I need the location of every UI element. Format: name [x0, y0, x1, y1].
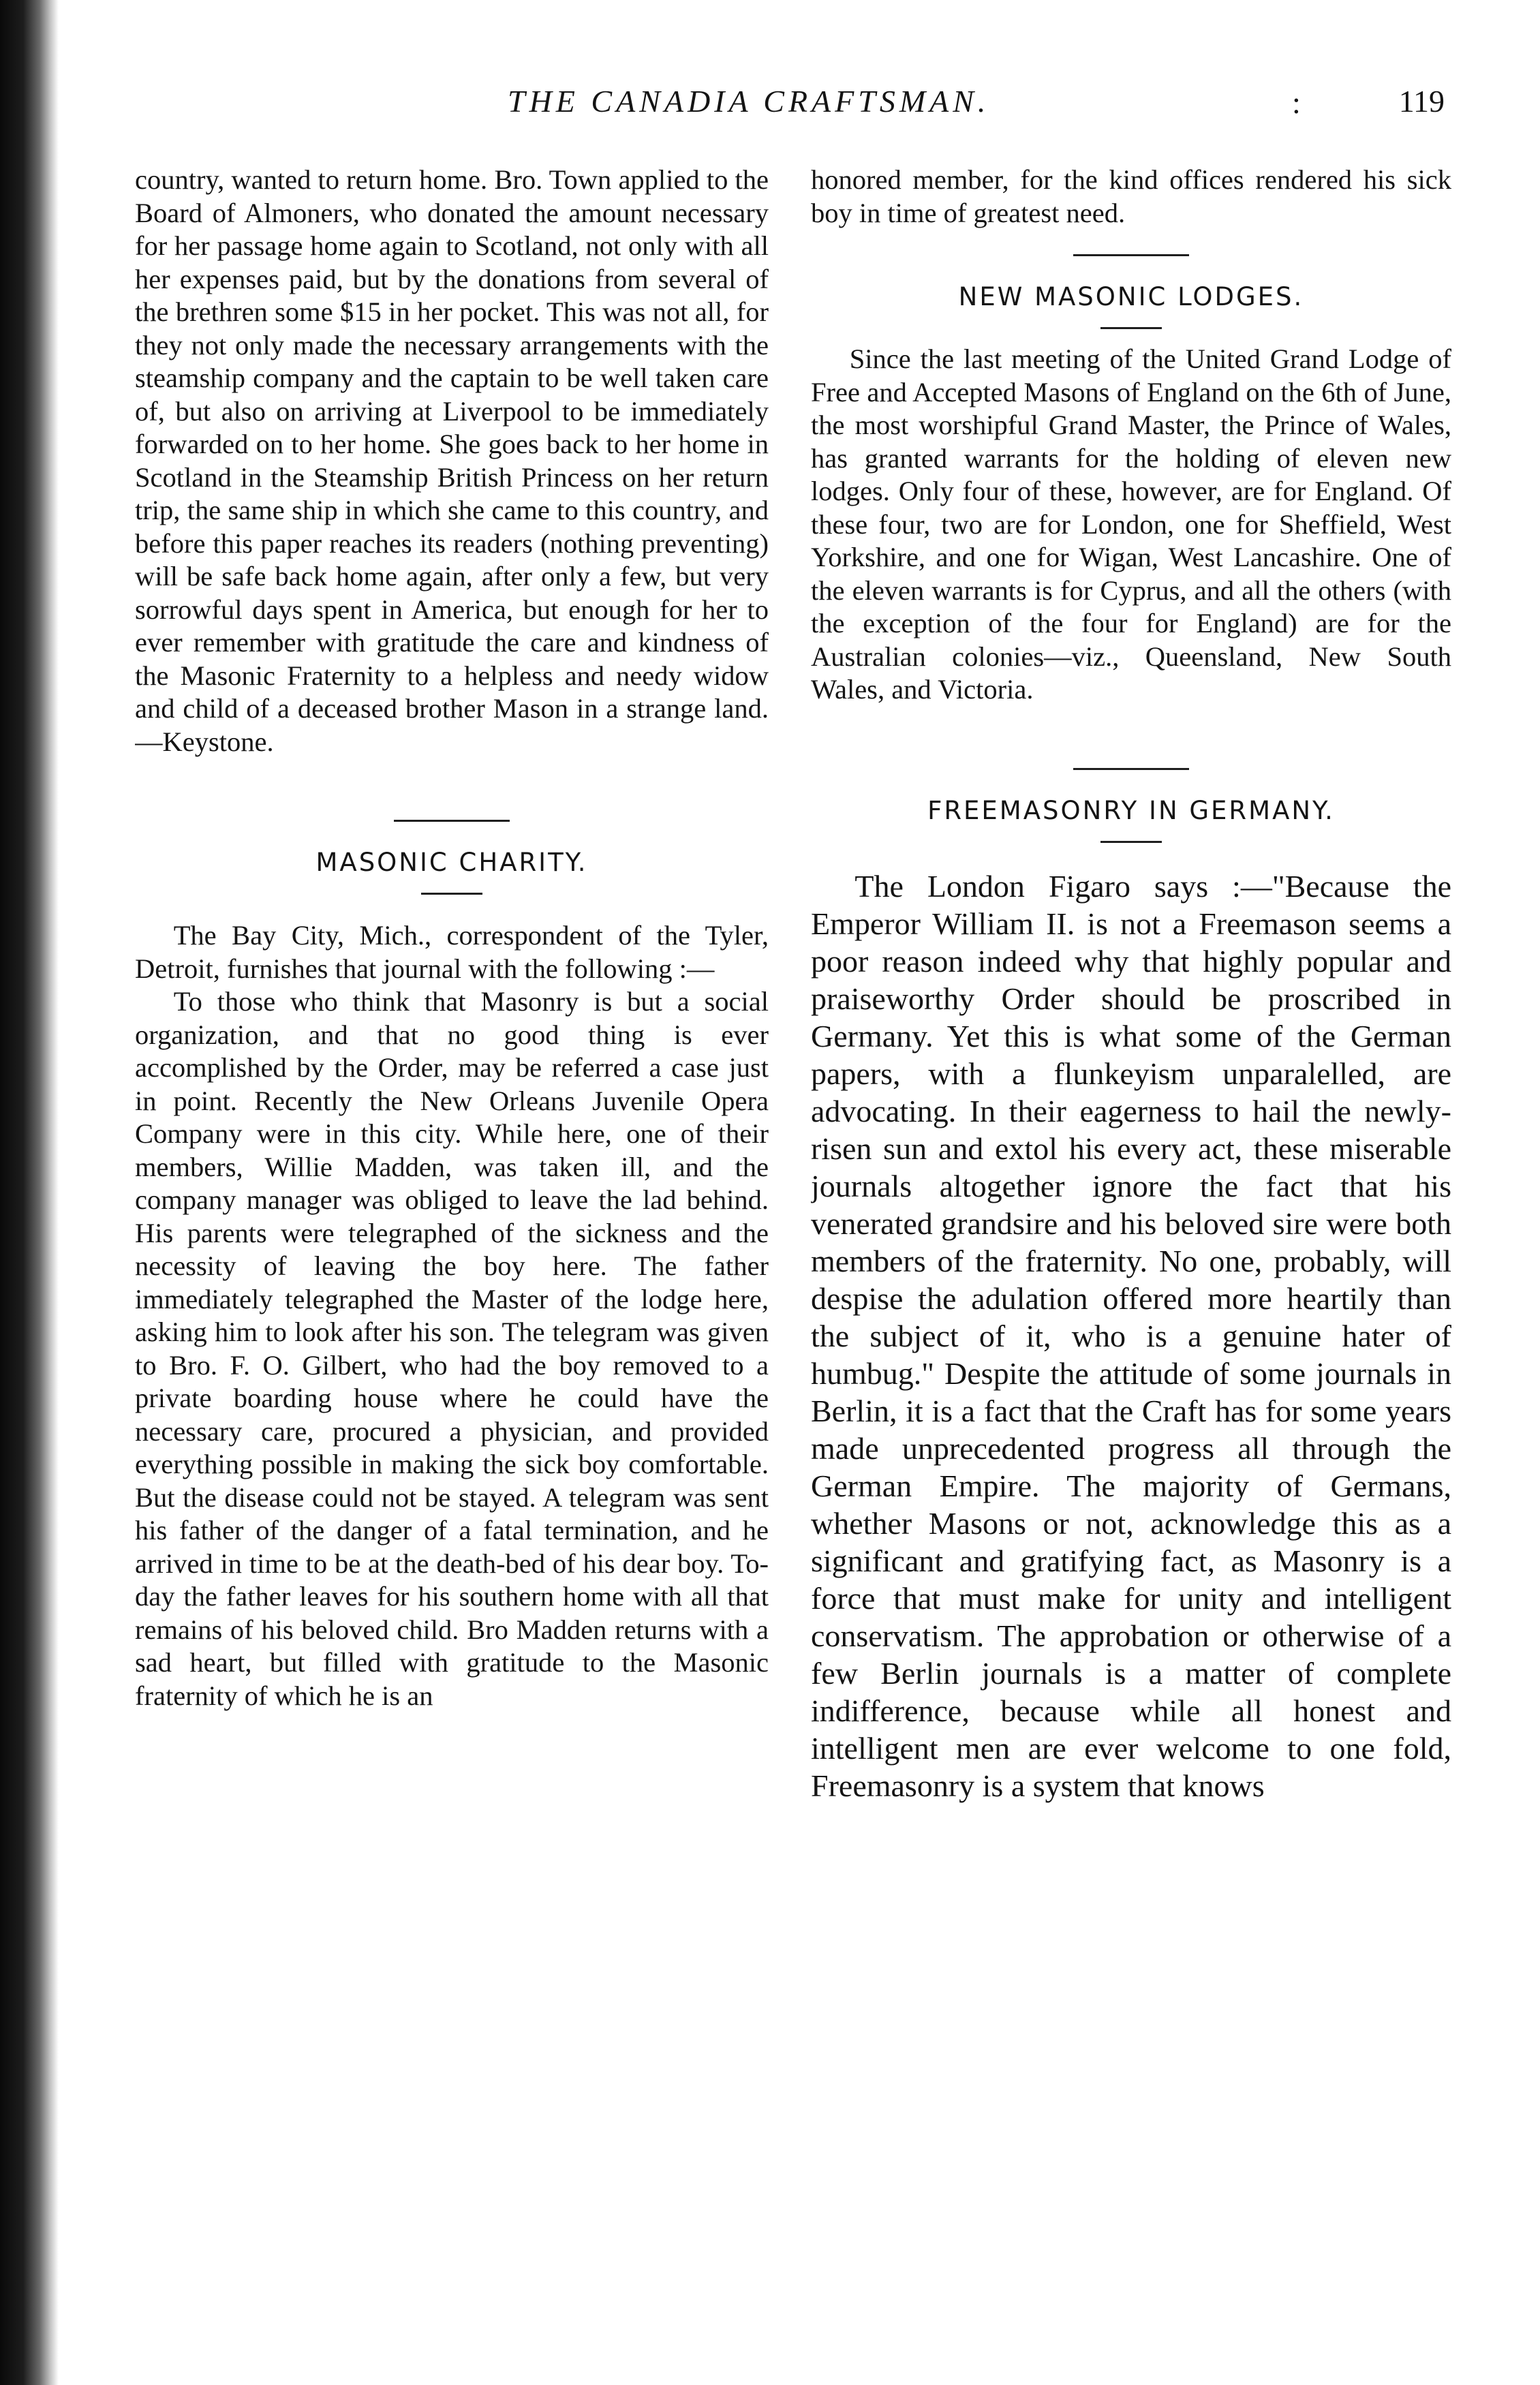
right-column — [811, 164, 1451, 2371]
germany-body: The London Figaro says :—"Because the Emperor William II. is not a Freemason seems a poor reason indeed why that highly popular and praiseworthy Order should be proscribed in Germany. Yet this is what some of the German papers, with a flunkeyism unparalelled, are advocating. In their eagerness to hail the newly-risen sun and extol his every act, these miserable journals altogether ignore the fact that his venerated grandsire and his beloved sire were both members of the fraternity. No one, probably, will despise the adulation offered more heartily than the subject of it, who is a genuine hater of humbug." Despite the attitude of some journals in Berlin, it is a fact that the Craft has for some years made unprecedented progress all through the German Empire. The majority of Germans, whether Masons or not, acknowledge this as a significant and gratifying fact, as Masonry is a force that must make for unity and intelligent conservatism. The approbation or otherwise of a few Berlin journals is a matter of complete indifference, because while all honest and intelligent men are ever welcome to one fold, Freemasonry is a system that knows — [811, 868, 1451, 1803]
charity-body: To those who think that Masonry is but a social organization, and that no good thing is ever accomplished by the Order, may be referred a case just in point. Recently the New Orleans Juvenile Opera Company were in this city. While here, one of their members, Willie Madden, was taken ill, and the company manager was obliged to leave the lad behind. His parents were telegraphed of the sickness and the necessity of leaving the boy here. The father immediately telegraphed the Master of the lodge here, asking him to look after his son. The telegram was given to Bro. F. O. Gilbert, who had the boy removed to a private boarding house where he could have the necessary care, procured a physician, and provided everything possible in making the sick boy comfortable. But the disease could not be stayed. A telegram was sent his father of the danger of a fatal termination, and he arrived in time to be at the death-bed of his dear boy. To-day the father leaves for his southern home with all that remains of his beloved child. Bro Madden returns with a sad heart, but filled with gratitude to the Masonic fraternity of which he is an — [135, 986, 769, 1711]
heading-freemasonry-in-germany: FREEMASONRY IN GERMANY. — [927, 795, 1335, 825]
continued-article-text: country, wanted to return home. Bro. Town applied to the Board of Almoners, who donated the amount necessary for her passage home again to Scotland, not only with all her expenses paid, but by the donations from several of the brethren some $15 in her pocket. This was not all, for they not only made the necessary arrangements with the steamship company and the captain to be well taken care of, but also on arriving at Liverpool to be immediately forwarded on to her home. She goes back to her home in Scotland in the Steamship British Princess on her return trip, the same ship in which she came to this country, and before this paper reaches its readers (nothing preventing) will be safe back home again, after only a few, but very sorrowful days spent in America, but enough for her to ever remember with gratitude the care and kindness of the Masonic Fraternity to a helpless and needy widow and child of a deceased brother Mason in a strange land.—Keystone. — [135, 164, 769, 757]
charity-intro: The Bay City, Mich., correspondent of the Tyler, Detroit, furnishes that journal with the following :— — [135, 920, 769, 984]
left-column — [135, 164, 769, 2371]
running-title: THE CANADIA CRAFTSMAN. — [508, 84, 990, 119]
page-number: 119 — [1398, 84, 1445, 119]
heading-masonic-charity: MASONIC CHARITY. — [315, 848, 588, 877]
scanned-binding-edge — [0, 0, 59, 2385]
heading-new-masonic-lodges: NEW MASONIC LODGES. — [958, 282, 1304, 311]
page-header — [470, 83, 1465, 138]
lodges-body: Since the last meeting of the United Grand Lodge of Free and Accepted Masons of England on the 6th of June, the most worshipful Grand Master, the Prince of Wales, has granted warrants for the holding of eleven new lodges. Only four of these, however, are for England. Of these four, two are for London, one for Sheffield, West Yorkshire, and one for Wigan, West Lancashire. One of the eleven warrants is for Cyprus, and all the others (with the exception of the four for England) are for the Australian colonies—viz., Queensland, New South Wales, and Victoria. — [811, 343, 1451, 705]
continued-article-text-right: honored member, for the kind offices rendered his sick boy in time of greatest need. — [811, 164, 1451, 228]
header-mark: : — [1292, 85, 1301, 120]
